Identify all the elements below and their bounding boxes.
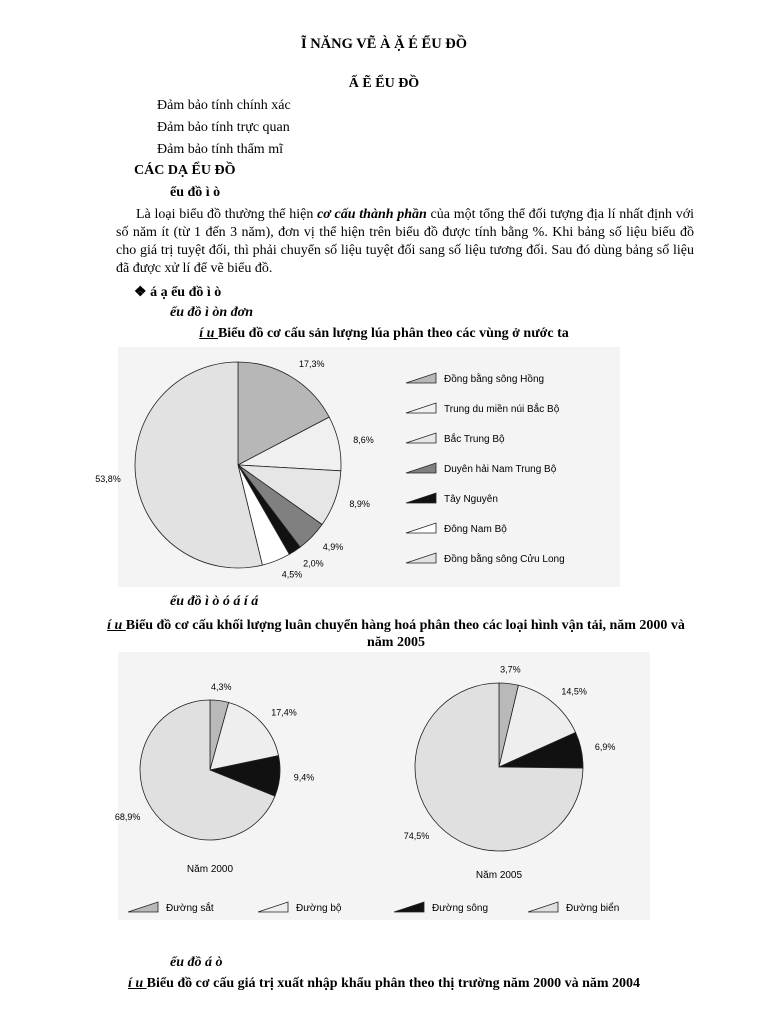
chart1-data-label-1: 8,6% <box>353 435 374 445</box>
chart1-data-label-5: 4,5% <box>281 569 303 580</box>
subheading-pie-chart: ểu đồ ì ò <box>170 185 221 200</box>
chart2-legend-swatch-3 <box>528 902 558 912</box>
chart2b-data-label-2: 6,9% <box>594 742 616 752</box>
chart1-legend-swatch-0 <box>406 373 436 383</box>
requirement-item-3: Đảm bảo tính thẩm mĩ <box>157 142 283 157</box>
caption-3-label: í u <box>127 976 147 991</box>
freight-pie-charts <box>114 652 650 920</box>
chart1-legend-label-3: Duyên hải Nam Trung Bộ <box>444 464 557 475</box>
chart2b-data-label-3: 74,5% <box>403 830 430 841</box>
chart1-data-label-2: 8,9% <box>349 498 370 509</box>
caption-chart-2 <box>96 617 696 651</box>
chart1-legend-swatch-3 <box>406 463 436 473</box>
section-heading-requirements: Ấ Ẽ ỂU ĐỒ <box>348 76 420 91</box>
chart2-legend-swatch-1 <box>258 902 288 912</box>
chart2a-data-label-2: 9,4% <box>293 772 315 783</box>
chart1-data-label-3: 4,9% <box>322 542 344 553</box>
chart1-legend-swatch-2 <box>406 433 436 443</box>
chart2b-year-label: Năm 2005 <box>475 870 523 881</box>
subheading-single-pie: ểu đồ ì òn đơn <box>170 305 253 320</box>
chart1-legend-label-6: Đồng bằng sông Cửu Long <box>444 554 565 565</box>
paragraph-emphasis: cơ cấu thành phần <box>317 207 427 222</box>
chart2a-year-label: Năm 2000 <box>186 864 234 875</box>
chart1-legend-label-5: Đông Nam Bộ <box>444 524 507 535</box>
chart1-legend-label-4: Tây Nguyên <box>444 494 498 505</box>
caption-1-text: Biểu đồ cơ cấu sản lượng lúa phân theo các vùng ở nước ta <box>217 326 569 341</box>
chart2-legend-label-1: Đường bộ <box>296 903 342 914</box>
section-heading-chart-types: CÁC DẠ ỂU ĐỒ <box>134 163 236 178</box>
chart2a-data-label-1: 17,4% <box>271 707 297 718</box>
chart1-legend-label-1: Trung du miền núi Bắc Bộ <box>444 404 560 415</box>
caption-chart-1 <box>0 326 768 342</box>
chart2a-data-label-3: 68,9% <box>114 812 141 822</box>
chart1-data-label-4: 2,0% <box>303 558 324 569</box>
paragraph-part-b: của một tổng thể đối tượng địa lí nhất định với số năm ít (từ 1 đến 3 năm), đơn vị thể hiện trên biểu đồ được tính bằng %. Khi bảng số liệu biểu đồ cho giá trị tuyệt đối, thì phải chuyển số liệu tuyệt đối sang số liệu tương đối. Sau đó dùng bảng số liệu đã được xử lí để vẽ biểu đồ. <box>116 207 695 276</box>
chart2b-data-label-1: 14,5% <box>561 686 587 697</box>
chart2-legend-label-3: Đường biển <box>566 903 620 914</box>
caption-2-label: í u <box>107 618 126 633</box>
chart1-data-label-6: 53,8% <box>95 474 121 485</box>
paragraph-part-a: Là loại biểu đồ thường thể hiện <box>136 207 318 222</box>
requirement-item-2: Đảm bảo tính trực quan <box>157 120 290 135</box>
pie-types-heading <box>134 284 221 301</box>
rice-production-pie-chart <box>95 347 620 587</box>
chart1-data-label-0: 17,3% <box>299 359 325 369</box>
intro-paragraph <box>116 206 694 278</box>
chart2a-data-label-0: 4,3% <box>211 681 232 692</box>
chart1-legend-label-0: Đồng bằng sông Hồng <box>444 374 545 385</box>
chart1-legend-swatch-5 <box>406 523 436 533</box>
caption-chart-3 <box>0 976 768 992</box>
chart1-legend-swatch-4 <box>406 493 436 503</box>
chart2-legend-swatch-2 <box>394 902 424 912</box>
chart2-legend-label-0: Đường sắt <box>166 903 214 914</box>
chart-1-panel <box>95 347 620 587</box>
chart1-legend-label-2: Bắc Trung Bộ <box>444 434 505 445</box>
subheading-half-pie: ểu đồ á ò <box>170 955 223 970</box>
caption-1-label: í u <box>199 326 218 341</box>
caption-2-text: Biểu đồ cơ cấu khối lượng luân chuyển hàng hoá phân theo các loại hình vận tải, năm 2000 và năm 2005 <box>125 618 685 650</box>
subheading-multi-pie: ểu đồ ì ò ó á í á <box>170 594 259 609</box>
chart2-legend-swatch-0 <box>128 902 158 912</box>
chart1-legend-swatch-1 <box>406 403 436 413</box>
requirement-item-1: Đảm bảo tính chính xác <box>157 98 291 113</box>
caption-3-text: Biểu đồ cơ cấu giá trị xuất nhập khẩu phân theo thị trường năm 2000 và năm 2004 <box>146 976 641 991</box>
pie-types-text: á ạ ểu đồ ì ò <box>146 285 222 300</box>
chart2b-data-label-0: 3,7% <box>500 664 521 675</box>
chart-2-panel <box>114 652 650 920</box>
diamond-icon: ❖ <box>134 285 147 300</box>
document-title: Ĩ NĂNG VẼ À Ặ É ỂU ĐỒ <box>300 36 468 52</box>
chart1-legend-swatch-6 <box>406 553 436 563</box>
chart2-legend-label-2: Đường sông <box>432 903 489 914</box>
